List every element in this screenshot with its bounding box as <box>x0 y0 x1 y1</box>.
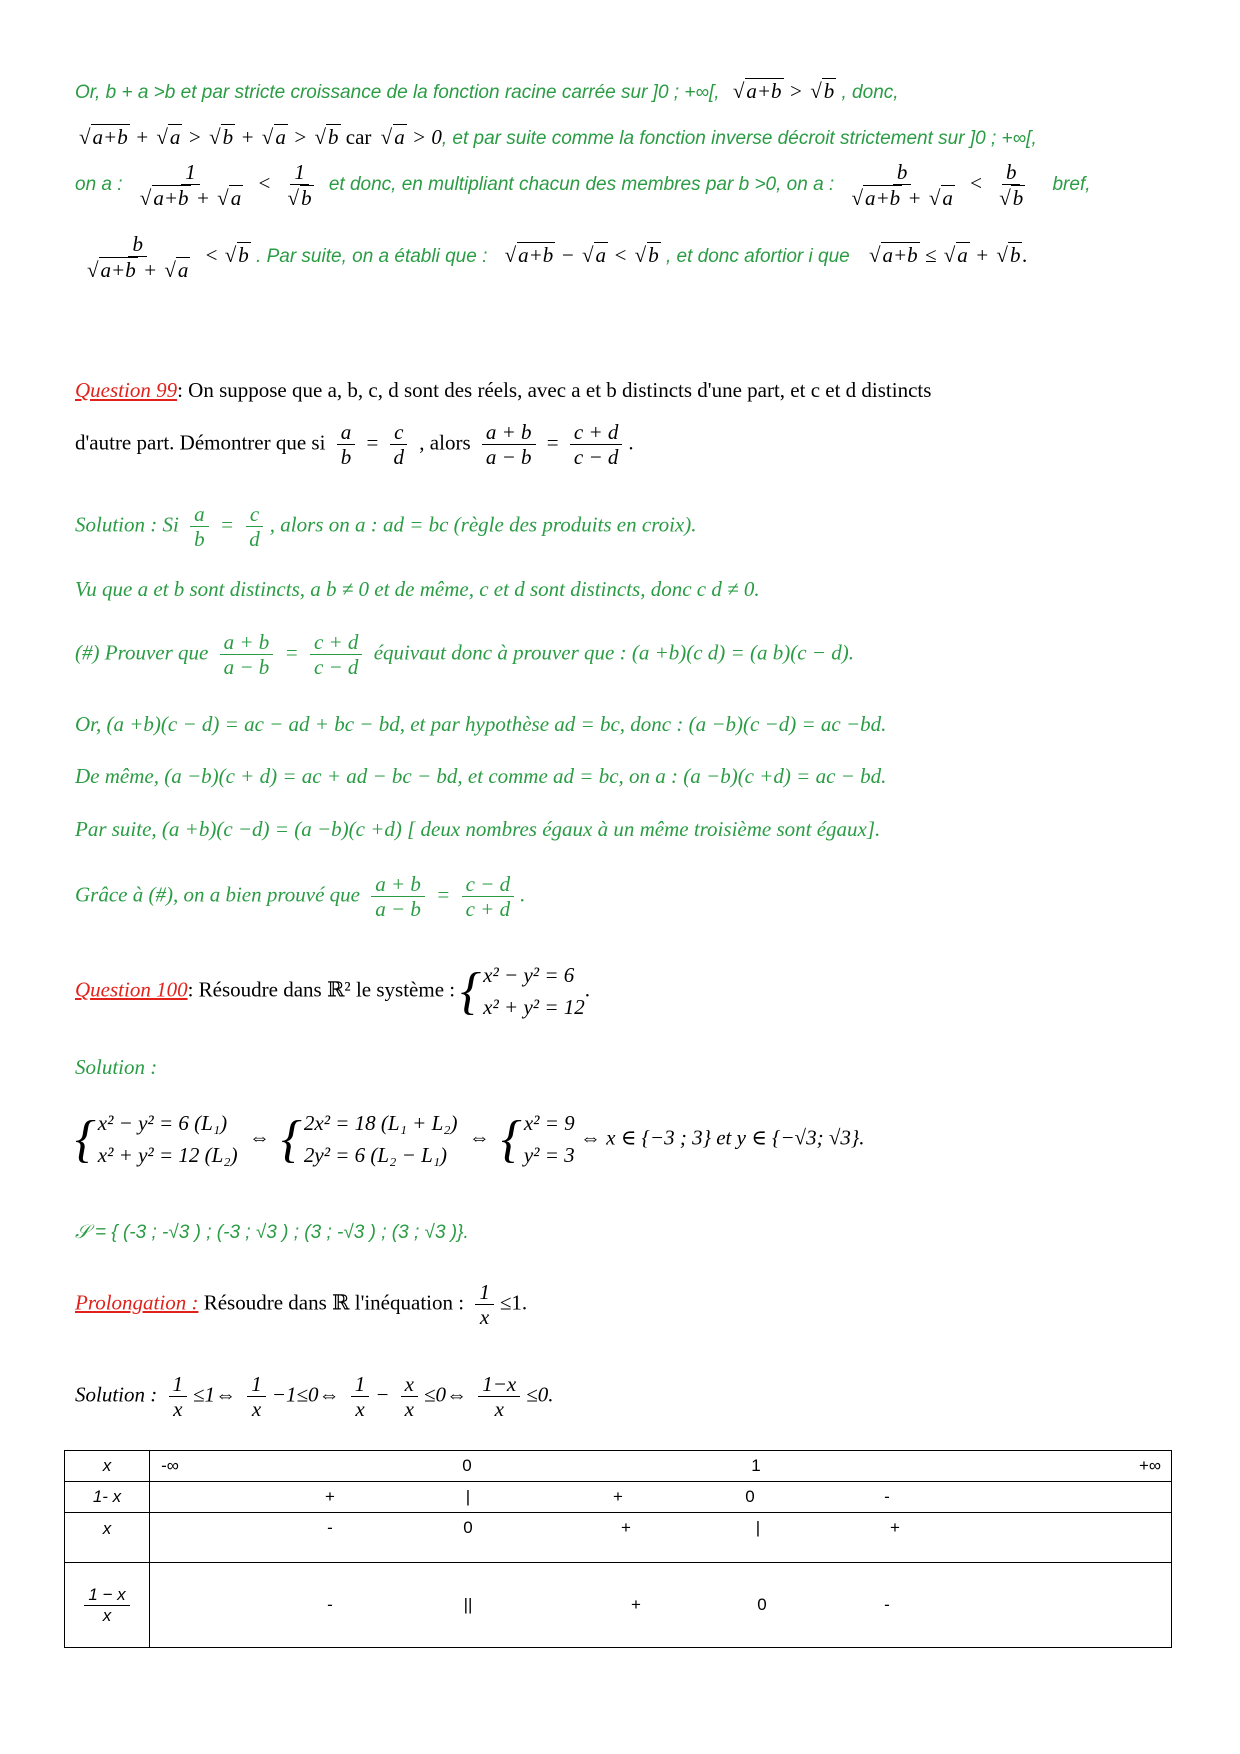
cell: +∞ <box>1138 1456 1162 1475</box>
table-row-x-values <box>65 1451 1172 1482</box>
cell: 0 <box>745 1487 755 1506</box>
cell: - <box>884 1487 890 1506</box>
cell: - <box>327 1518 333 1537</box>
cell: 0 <box>463 1518 473 1537</box>
row-head: 1- x <box>65 1482 150 1513</box>
prolongation-label: Prolongation : <box>75 1290 199 1315</box>
q99-solution-1: Solution : Si $\frac{a}{b}$ = $\frac{c}{d}$ , alors on a : ad = bc (règle des produits en croix). <box>75 502 697 552</box>
cell: + <box>325 1487 335 1506</box>
row-head: x <box>65 1513 150 1563</box>
proof-line-1: Or, b + a >b et par stricte croissance de la fonction racine carrée sur ]0 ; +∞[, √ a+b > √ b , donc, <box>75 78 899 104</box>
q99-solution-7: Grâce à (#), on a bien prouvé que $\frac{a + b}{a - b}$ = $\frac{c - d}{c + d}$ . <box>75 872 526 922</box>
cell: + <box>613 1487 623 1506</box>
cell: -∞ <box>161 1456 179 1475</box>
cell: + <box>621 1518 631 1537</box>
row-head-fraction: $\frac{1 - x}{x}$ <box>65 1563 150 1648</box>
cell: || <box>463 1595 473 1614</box>
q99-solution-4: Or, (a +b)(c − d) = ac − ad + bc − bd, et par hypothèse ad = bc, donc : (a −b)(c −d) = ac −bd. <box>75 712 887 736</box>
q99-solution-2: Vu que a et b sont distincts, a b ≠ 0 et de même, c et d sont distincts, donc c d ≠ 0. <box>75 577 760 601</box>
q99-solution-3: (#) Prouver que $\frac{a + b}{a - b}$ = $\frac{c + d}{c - d}$ équivaut donc à prouver que : (a +b)(c d) = (a b)(c − d). <box>75 630 854 680</box>
cell: - <box>884 1595 890 1614</box>
sign-table <box>64 1450 1172 1648</box>
cell: 0 <box>757 1595 767 1614</box>
prolongation-solution: Solution : $\frac{1}{x}$ ≤1⇔ $\frac{1}{x}$ −1≤0⇔ $\frac{1}{x}$ − $\frac{x}{x}$ ≤0⇔ $\frac{1-x}{x}$ ≤0. <box>75 1372 554 1422</box>
cell: - <box>327 1595 333 1614</box>
table-row-1-minus-x <box>65 1482 1172 1513</box>
q99-statement-line-2: d'autre part. Démontrer que si $\frac{a}{b}$ = $\frac{c}{d}$ , alors $\frac{a + b}{a - b}$ = $\frac{c + d}{c - d}$ . <box>75 420 634 470</box>
q99-label: Question 99 <box>75 378 178 402</box>
table-row-quotient <box>65 1563 1172 1648</box>
cell: | <box>755 1518 761 1537</box>
table-row-x-sign <box>65 1513 1172 1563</box>
cell: + <box>631 1595 641 1614</box>
cell: + <box>890 1518 900 1537</box>
q100-label: Question 100 <box>75 977 188 1002</box>
q100-solution-chain: { x² − y² = 6 (L₁) x² + y² = 12 (L₂) ⇔ { 2x² = 18 (L₁ + L₂) 2y² = 6 (L₂ − L₁) ⇔ { x² = 9 y² = 3 ⇔ x ∈ {−3 ; 3} et y ∈ {−√3; √3}. <box>75 1110 865 1168</box>
prolongation-statement: Prolongation : Résoudre dans ℝ l'inéquation : $\frac{1}{x}$ ≤1. <box>75 1280 528 1330</box>
q99-statement-line-1: Question 99: On suppose que a, b, c, d sont des réels, avec a et b distincts d'une part, et c et d distincts <box>75 378 932 402</box>
cell: | <box>465 1487 471 1506</box>
q99-solution-6: Par suite, (a +b)(c −d) = (a −b)(c +d) [ deux nombres égaux à un même troisième sont égaux]. <box>75 817 881 841</box>
q99-solution-5: De même, (a −b)(c + d) = ac + ad − bc − bd, et comme ad = bc, on a : (a −b)(c +d) = ac − bd. <box>75 764 887 788</box>
q100-statement: Question 100: Résoudre dans ℝ² le système : { x² − y² = 6 x² + y² = 12 . <box>75 962 590 1020</box>
proof-line-2: √ a+b + √ a > √ b + √ a > √ b car √ a > 0, et par suite comme la fonction inverse décroit strictement sur ]0 ; +∞[, <box>75 124 1037 150</box>
row-head: x <box>65 1451 150 1482</box>
q100-solution-set: 𝒮 = { (-3 ; -√3 ) ; (-3 ; √3 ) ; (3 ; -√3 ) ; (3 ; √3 )}. <box>75 1222 469 1243</box>
proof-line-3: on a : 1 √ a+b + √ a < 1 √ b et donc, en multipliant chacun des membres par b >0, on a : b √ a+b + √ a < b √ b bref, <box>75 160 1091 210</box>
q100-solution-label: Solution : <box>75 1055 158 1079</box>
cell: 1 <box>751 1456 761 1475</box>
proof-line-4: b √ a+b + √ a < √ b . Par suite, on a établi que : √ a+b − √ a < √ b , et donc afortior i que √ a+b ≤ √ a + √ b. <box>75 232 1028 282</box>
cell: 0 <box>462 1456 472 1475</box>
